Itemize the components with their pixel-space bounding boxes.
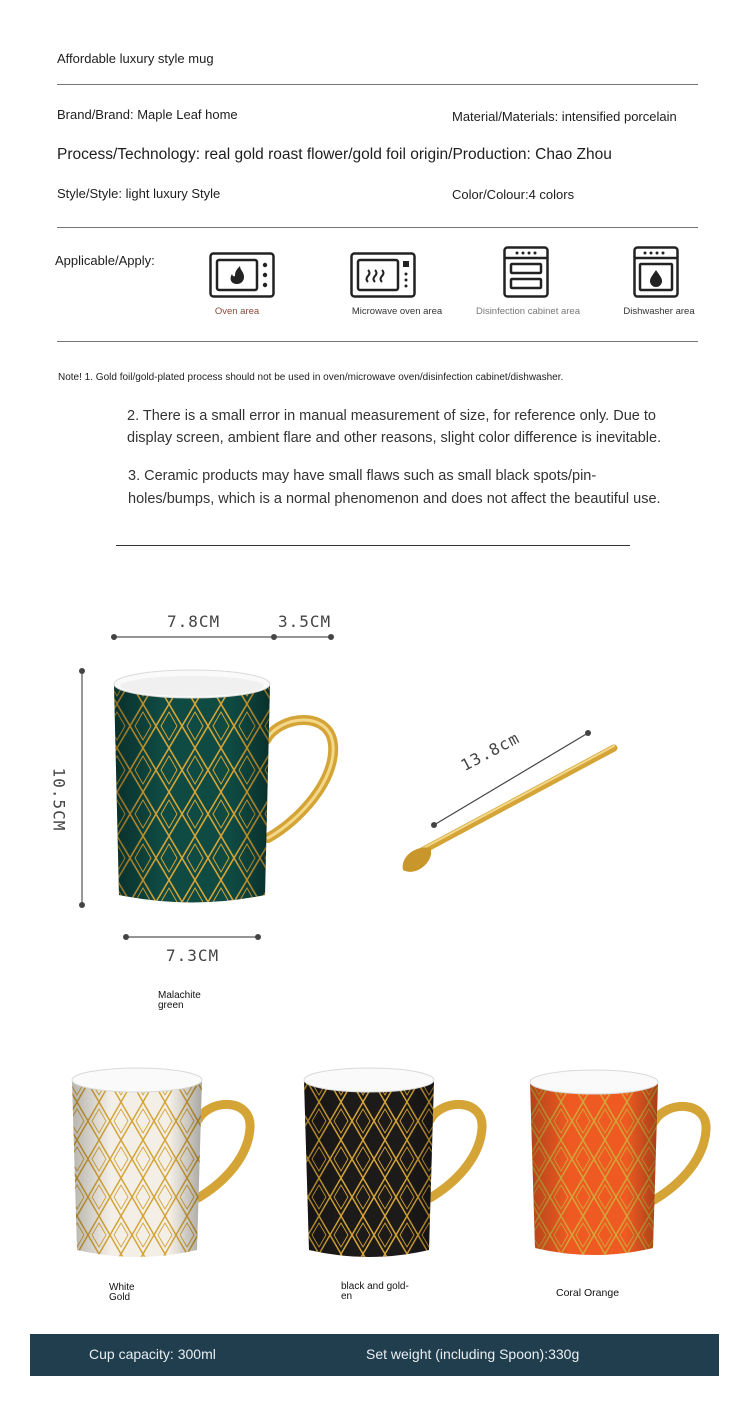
spec-brand: Brand/Brand: Maple Leaf home	[57, 107, 238, 122]
dimension-diagram	[0, 600, 750, 1030]
apply-oven-label: Oven area	[214, 306, 260, 317]
apply-disinfection-label: Disinfection cabinet area	[475, 306, 581, 317]
dishwasher-icon	[633, 246, 679, 303]
microwave-icon	[350, 252, 416, 303]
mug-coral-orange	[530, 1070, 706, 1255]
mug-white-gold	[72, 1068, 250, 1257]
note-1: Note! 1. Gold foil/gold-plated process should not be used in oven/microwave oven/disinfection cabinet/dishwasher.	[58, 372, 564, 383]
variants-row	[0, 1055, 750, 1270]
note-2-line-1: 2. There is a small error in manual measurement of size, for reference only. Due to	[127, 408, 656, 424]
note-3-line-2: holes/bumps, which is a normal phenomenon and does not affect the beautiful use.	[128, 491, 661, 507]
dim-height: 10.5CM	[49, 767, 69, 832]
divider	[116, 545, 630, 546]
dim-spoon-length: 13.8cm	[457, 728, 523, 775]
variant-white-caption: White Gold	[109, 1282, 135, 1303]
mug-black-gold	[304, 1068, 482, 1257]
variant-green-caption: Malachite green	[158, 990, 201, 1011]
apply-label: Applicable/Apply:	[55, 253, 155, 268]
spec-material: Material/Materials: intensified porcelain	[452, 109, 677, 124]
disinfection-cabinet-icon	[503, 246, 549, 303]
divider	[57, 84, 698, 85]
page-title: Affordable luxury style mug	[57, 51, 214, 66]
note-2-line-2: display screen, ambient flare and other reasons, slight color difference is inevitable.	[127, 430, 662, 446]
spec-process: Process/Technology: real gold roast flower/gold foil origin/Production: Chao Zhou	[57, 146, 612, 163]
footer-bar	[30, 1334, 719, 1376]
apply-microwave-label: Microwave oven area	[351, 306, 443, 317]
oven-icon	[209, 252, 275, 303]
set-weight: Set weight (including Spoon):330g	[366, 1346, 580, 1362]
apply-dishwasher-label: Dishwasher area	[623, 306, 695, 317]
spec-color: Color/Colour:4 colors	[452, 187, 575, 202]
dim-top-width: 7.8CM	[167, 612, 221, 631]
divider	[57, 227, 698, 228]
variant-black-caption: black and gold- en	[341, 1281, 409, 1302]
cup-capacity: Cup capacity: 300ml	[89, 1346, 216, 1362]
note-3-line-1: 3. Ceramic products may have small flaws such as small black spots/pin-	[128, 468, 597, 484]
dim-handle-width: 3.5CM	[278, 612, 332, 631]
dim-bottom-width: 7.3CM	[166, 946, 220, 965]
mug-malachite-green	[114, 670, 333, 903]
note-2	[127, 405, 661, 449]
gold-spoon	[403, 746, 614, 872]
divider	[57, 341, 698, 342]
spec-style: Style/Style: light luxury Style	[57, 186, 221, 201]
note-3	[128, 465, 661, 511]
variant-orange-caption: Coral Orange	[556, 1287, 620, 1299]
